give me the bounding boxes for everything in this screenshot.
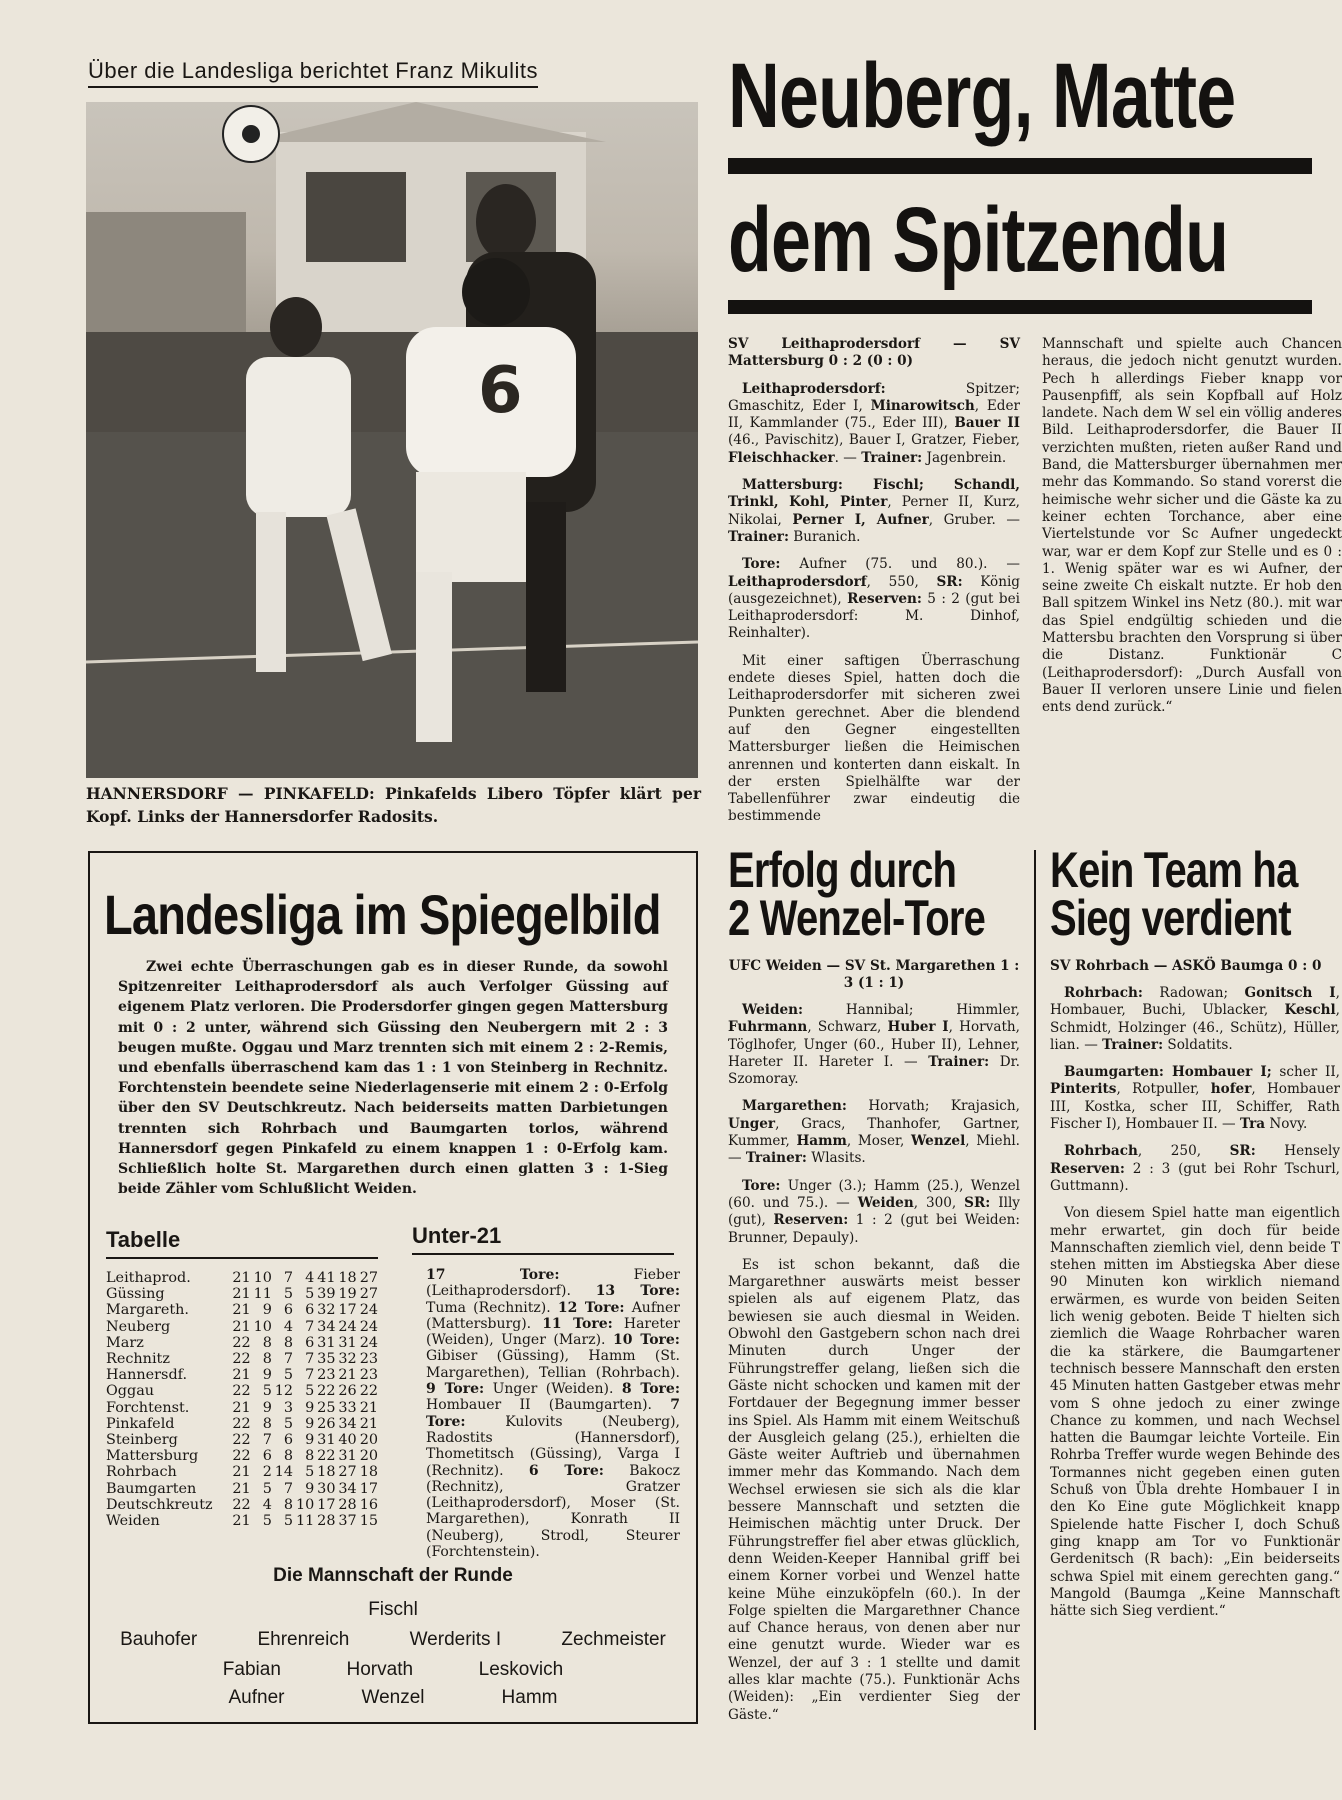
main-lineup-2: Mattersburg: Fischl; Schandl, Trinkl, Kohl, Pinter, Perner II, Kurz, Nikolai, Perner I, Aufner, Gruber. — Trainer: Buranich. bbox=[728, 477, 1020, 545]
table-stat-cell: 22 bbox=[232, 1415, 251, 1432]
shed bbox=[86, 212, 246, 332]
team-goalkeeper-row bbox=[90, 1599, 696, 1621]
player-left-leg-1 bbox=[256, 512, 286, 672]
table-stat-cell: 19 bbox=[338, 1286, 357, 1303]
table-stat-cell: 14 bbox=[274, 1464, 294, 1481]
player-dark-leg bbox=[526, 502, 566, 692]
table-stat-cell: 5 bbox=[283, 1513, 294, 1530]
table-team-cell: Neuberg bbox=[106, 1318, 171, 1335]
team-midfield-player: Horvath bbox=[346, 1659, 414, 1680]
table-stat-cell: 5 bbox=[305, 1286, 315, 1303]
table-stat-cell: 2 bbox=[262, 1464, 272, 1481]
table-stat-cell: 21 bbox=[232, 1513, 251, 1530]
table-stat-cell: 20 bbox=[359, 1448, 378, 1465]
table-stat-cell: 11 bbox=[253, 1286, 272, 1303]
main-headline-line-2: dem Spitzendu bbox=[728, 189, 1229, 291]
table-stat-cell: 31 bbox=[317, 1334, 336, 1351]
weiden-article bbox=[728, 958, 1020, 1734]
table-stat-cell: 24 bbox=[359, 1302, 378, 1319]
table-stat-cell: 7 bbox=[283, 1270, 294, 1286]
table-stat-cell: 35 bbox=[317, 1351, 336, 1368]
table-stat-cell: 22 bbox=[232, 1351, 251, 1368]
crowd bbox=[86, 332, 698, 442]
u21-title: Unter-21 bbox=[412, 1223, 674, 1255]
table-stat-cell: 9 bbox=[262, 1399, 272, 1416]
standings-box bbox=[88, 851, 698, 1724]
table-stat-cell: 7 bbox=[283, 1351, 294, 1368]
table-team-cell: Steinberg bbox=[106, 1432, 178, 1449]
table-stat-cell: 5 bbox=[283, 1367, 294, 1384]
table-team-cell: Pinkafeld bbox=[106, 1415, 175, 1432]
team-of-round-title: Die Mannschaft der Runde bbox=[273, 1565, 513, 1586]
table-row bbox=[106, 1302, 378, 1318]
team-defense-player: Ehrenreich bbox=[257, 1629, 350, 1650]
team-attack-player: Aufner bbox=[228, 1687, 285, 1708]
table-team-cell: Hannersdf. bbox=[106, 1367, 188, 1384]
table-stat-cell: 6 bbox=[305, 1302, 315, 1319]
table-row bbox=[106, 1400, 378, 1416]
table-stat-cell: 23 bbox=[359, 1367, 378, 1384]
box-headline-wrap bbox=[104, 883, 684, 953]
table-stat-cell: 21 bbox=[359, 1415, 378, 1432]
table-stat-cell: 27 bbox=[359, 1286, 378, 1303]
weiden-lineup-2: Margarethen: Horvath; Krajasich, Unger, Gracs, Thanhofer, Gartner, Kummer, Hamm, Moser, Wenzel, Miehl. — Trainer: Wlasits. bbox=[728, 1098, 1020, 1167]
table-stat-cell: 22 bbox=[232, 1448, 251, 1465]
table-stat-cell: 20 bbox=[359, 1432, 378, 1449]
table-stat-cell: 8 bbox=[262, 1415, 272, 1432]
table-stat-cell: 27 bbox=[338, 1464, 357, 1481]
table-stat-cell: 33 bbox=[338, 1399, 357, 1416]
main-headline-line-1-wrap bbox=[728, 45, 1312, 147]
pitch bbox=[86, 432, 698, 778]
table-row bbox=[106, 1335, 378, 1351]
table-row bbox=[106, 1416, 378, 1432]
match-photo bbox=[86, 102, 698, 778]
table-stat-cell: 8 bbox=[262, 1334, 272, 1351]
table-stat-cell: 10 bbox=[253, 1270, 272, 1286]
table-team-cell: Deutschkreutz bbox=[106, 1496, 213, 1513]
shirt-number: 6 bbox=[478, 354, 523, 428]
table-stat-cell: 21 bbox=[232, 1480, 251, 1497]
table-stat-cell: 31 bbox=[338, 1334, 357, 1351]
team-defense-player: Werderits I bbox=[409, 1629, 502, 1650]
table-stat-cell: 32 bbox=[317, 1302, 336, 1319]
weiden-lineup-1: Weiden: Hannibal; Himmler, Fuhrmann, Schwarz, Huber I, Horvath, Töglhofer, Unger (60., Huber II), Lehner, Hareter II. Hareter I. — Trainer: Dr. Szomoray. bbox=[728, 1002, 1020, 1088]
table-stat-cell: 24 bbox=[359, 1318, 378, 1335]
player-six-shorts bbox=[416, 472, 526, 582]
table-team-cell: Güssing bbox=[106, 1286, 165, 1303]
table-stat-cell: 18 bbox=[317, 1464, 336, 1481]
weiden-stats: Tore: Unger (3.); Hamm (25.), Wenzel (60. und 75.). — Weiden, 300, SR: Illy (gut), Reserven: 1 : 2 (gut bei Weiden: Brunner, Depauly). bbox=[728, 1177, 1020, 1246]
table-row bbox=[106, 1497, 378, 1513]
team-attack-player: Wenzel bbox=[361, 1687, 425, 1708]
table-stat-cell: 15 bbox=[359, 1513, 378, 1530]
table-stat-cell: 22 bbox=[359, 1383, 378, 1400]
table-stat-cell: 5 bbox=[305, 1464, 315, 1481]
weiden-headline-2: 2 Wenzel-Tore bbox=[728, 890, 986, 946]
table-stat-cell: 9 bbox=[262, 1367, 272, 1384]
player-left-head bbox=[270, 297, 322, 357]
table-stat-cell: 22 bbox=[232, 1334, 251, 1351]
standings-table bbox=[106, 1270, 378, 1529]
roof bbox=[246, 102, 606, 142]
table-stat-cell: 5 bbox=[262, 1513, 272, 1530]
table-stat-cell: 22 bbox=[232, 1383, 251, 1400]
table-stat-cell: 16 bbox=[359, 1496, 378, 1513]
table-row bbox=[106, 1286, 378, 1302]
table-stat-cell: 22 bbox=[317, 1448, 336, 1465]
table-stat-cell: 22 bbox=[232, 1496, 251, 1513]
table-stat-cell: 11 bbox=[295, 1513, 315, 1530]
table-team-cell: Weiden bbox=[106, 1513, 160, 1530]
table-stat-cell: 5 bbox=[305, 1383, 315, 1400]
rohrbach-lineup-1: Rohrbach: Radowan; Gonitsch I, Hombauer, Buchi, Ublacker, Keschl, Schmidt, Holzinger (46., Schütz), Hüller, lian. — Trainer: Soldatits. bbox=[1050, 985, 1340, 1053]
table-stat-cell: 24 bbox=[338, 1318, 357, 1335]
player-dark-head bbox=[476, 184, 536, 260]
table-stat-cell: 8 bbox=[305, 1448, 315, 1465]
rohrbach-headline-2: Sieg verdient bbox=[1050, 890, 1291, 946]
table-stat-cell: 21 bbox=[232, 1464, 251, 1481]
table-stat-cell: 5 bbox=[283, 1415, 294, 1432]
main-body-1: Mit einer saftigen Überraschung endete dieses Spiel, hatten doch die Leithaprodersdorfer mit sicheren zwei Punkten gerechnet. Aber die blendend auf den Gegner eingestellten Mattersburger ließen die Heimischen anrennen und konterten dann eiskalt. In der ersten Spielhälfte war der Tabellenführer zwar eindeutig die bestimmende bbox=[728, 652, 1020, 825]
table-stat-cell: 7 bbox=[305, 1318, 315, 1335]
table-stat-cell: 22 bbox=[232, 1432, 251, 1449]
table-stat-cell: 21 bbox=[359, 1399, 378, 1416]
table-stat-cell: 41 bbox=[317, 1270, 336, 1286]
table-stat-cell: 7 bbox=[305, 1351, 315, 1368]
box-headline: Landesliga im Spiegelbild bbox=[104, 883, 661, 946]
table-stat-cell: 37 bbox=[338, 1513, 357, 1530]
table-team-cell: Rohrbach bbox=[106, 1464, 177, 1481]
table-team-cell: Baumgarten bbox=[106, 1480, 197, 1497]
table-stat-cell: 9 bbox=[305, 1480, 315, 1497]
table-row bbox=[106, 1270, 378, 1286]
table-stat-cell: 21 bbox=[232, 1367, 251, 1384]
table-stat-cell: 21 bbox=[232, 1286, 251, 1303]
table-stat-cell: 4 bbox=[283, 1318, 294, 1335]
table-stat-cell: 39 bbox=[317, 1286, 336, 1303]
main-body-2: Mannschaft und spielte auch Chancen heraus, die jedoch nicht genutzt wurden. Pech h allerdings Fieber knapp vor Pausenpfiff, als sein Kopfball auf Holz landete. Nach dem W sel ein völlig anderes Bild. Leithaprodersdorfer, die Bauer II verzichten mußten, rieten außer Rand und Band, die Mattersburger übernahmen mer mehr das Kommando. So stand vorerst die heimische wehr sicher und die Gäste ka zu keiner echten Torchance, aber eine Viertelstunde vor Sc Aufner ungedeckt war, war er dem Kopf zur Stelle und es 0 : 1. Wenig später war es wi Aufner, der seine zweite Ch eiskalt nutzte. Er hob den Ball spitzem Winkel ins Netz (80.). mit war das Spiel endgültig schieden und die Mattersbu brachten den Vorsprung si über die Distanz. Funktionär C (Leithaprodersdorf): „Durch Ausfall von Bauer II verloren unsere Linie und fielen ents dend zurück.“ bbox=[1042, 336, 1342, 716]
table-stat-cell: 9 bbox=[305, 1415, 315, 1432]
table-row bbox=[106, 1367, 378, 1383]
table-stat-cell: 9 bbox=[305, 1432, 315, 1449]
table-stat-cell: 6 bbox=[283, 1302, 294, 1319]
table-stat-cell: 26 bbox=[317, 1415, 336, 1432]
weiden-match-result: UFC Weiden — SV St. Margarethen 1 : 3 (1 : 1) bbox=[728, 958, 1020, 991]
table-stat-cell: 5 bbox=[262, 1480, 272, 1497]
table-stat-cell: 31 bbox=[317, 1432, 336, 1449]
section-kicker: Über die Landesliga berichtet Franz Mikulits bbox=[88, 58, 538, 88]
box-intro: Zwei echte Überraschungen gab es in dieser Runde, da sowohl Spitzenreiter Leithaprodersdorf als auch Verfolger Güssing auf eigenem Platz verloren. Die Prodersdorfer gingen gegen Mattersburg mit 0 : 2 unter, während sich Güssing den Neubergern mit 2 : 3 beugen mußte. Oggau und Marz trennten sich mit einem 2 : 2-Remis, und ebenfalls überraschend kam das 1 : 1 von Steinberg in Rechnitz. Forchtenstein beendete seine Niederlagenserie mit einem 2 : 0-Erfolg über den SV Deutschkreutz. Nach beiderseits matten Darbietungen trennten sich Rohrbach und Baumgarten torlos, während Hannersdorf gegen Pinkafeld zu einem knappen 1 : 0-Erfolg kam. Schließlich holte St. Margarethen durch einen glatten 3 : 1-Sieg beide Zähler vom Schlußlicht Weiden. bbox=[118, 959, 668, 1198]
table-row bbox=[106, 1464, 378, 1480]
table-stat-cell: 8 bbox=[283, 1496, 294, 1513]
table-stat-cell: 23 bbox=[317, 1367, 336, 1384]
headline-rule-1 bbox=[728, 158, 1312, 174]
table-team-cell: Forchtenst. bbox=[106, 1399, 190, 1416]
rohrbach-headline-1: Kein Team ha bbox=[1050, 842, 1298, 898]
table-stat-cell: 22 bbox=[317, 1383, 336, 1400]
table-stat-cell: 9 bbox=[305, 1399, 315, 1416]
table-team-cell: Leithaprod. bbox=[106, 1270, 191, 1286]
team-goalkeeper: Fischl bbox=[368, 1599, 418, 1620]
main-lineup-1: Leithaprodersdorf: Spitzer; Gmaschitz, Eder I, Minarowitsch, Eder II, Kammlander (75., Eder III), Bauer II (46., Pavischitz), Bauer I, Gratzer, Fieber, Fleischhacker. — Trainer: Jagenbrein. bbox=[728, 380, 1020, 466]
table-stat-cell: 4 bbox=[262, 1496, 272, 1513]
main-headline-line-1: Neuberg, Matte bbox=[728, 45, 1236, 147]
rohrbach-match-result: SV Rohrbach — ASKÖ Baumga 0 : 0 bbox=[1050, 958, 1322, 974]
table-stat-cell: 6 bbox=[283, 1432, 294, 1449]
table-stat-cell: 24 bbox=[359, 1334, 378, 1351]
table-stat-cell: 34 bbox=[338, 1415, 357, 1432]
table-stat-cell: 34 bbox=[317, 1318, 336, 1335]
table-stat-cell: 5 bbox=[283, 1286, 294, 1303]
team-midfield-row bbox=[190, 1659, 596, 1681]
rohrbach-headline-wrap bbox=[1050, 842, 1312, 946]
table-stat-cell: 7 bbox=[262, 1432, 272, 1449]
table-stat-cell: 8 bbox=[283, 1448, 294, 1465]
window-left bbox=[306, 172, 406, 262]
weiden-headline-1: Erfolg durch bbox=[728, 842, 957, 898]
u21-scorers: 17 Tore: Fieber (Leithaprodersdorf). 13 Tore: Tuma (Rechnitz). 12 Tore: Aufner (Mattersburg). 11 Tore: Hareter (Weiden), Unger (Marz). 10 Tore: Gibiser (Güssing), Hamm (St. Margarethen), Tellian (Rohrbach). 9 Tore: Unger (Weiden). 8 Tore: Hombauer II (Baumgarten). 7 Tore: Kulovits (Neuberg), Radostits (Hannersdorf), Thometitsch (Güssing), Varga I (Rechnitz). 6 Tore: Bakocz (Rechnitz), Gratzer (Leithaprodersdorf), Moser (St. Margarethen), Konrath II (Neuberg), Strodl, Steurer (Forchtenstein). bbox=[426, 1267, 681, 1561]
table-stat-cell: 10 bbox=[295, 1496, 315, 1513]
table-stat-cell: 17 bbox=[317, 1496, 336, 1513]
main-article-col-2 bbox=[1042, 336, 1342, 846]
table-stat-cell: 31 bbox=[338, 1448, 357, 1465]
table-stat-cell: 21 bbox=[232, 1399, 251, 1416]
photo-illustration bbox=[86, 102, 698, 778]
table-stat-cell: 23 bbox=[359, 1351, 378, 1368]
table-row bbox=[106, 1481, 378, 1497]
rohrbach-body: Von diesem Spiel hatte man eigentlich mehr erwartet, gin doch für beide Mannschaften ziemlich viel, denn beide T stehen mitten im Abstiegska Aber diese 90 Minuten kon wirklich niemand erwärmen, es wurde von beiden Seiten lich wenig geboten. Beide T hielten sich ziemlich die Waage Rohrbacher waren die ka stärkere, die Baumgartener technisch bessere Mannschaft den ersten 45 Minuten hatten Gastgeber etwas mehr vom S ohne jedoch zu einer zwinge Chance zu kommen, und nach Wechsel hatten die Baumgar leichte Vorteile. Ein Rohrba Treffer wurde wegen Behinde des Tormannes nicht gegeben einen guten Schuß von Übla drehte Hombauer I in den Ko Eine gute Möglichkeit knapp Spielende hatte Fischer I, doch Schuß ging knapp am Tor vo Funktionär Gerdenitsch (R bach): „Ein beiderseits schwa Spiel mit einem gerechten gang.“ Mangold (Baumga „Keine Mannschaft hätte sich Sieg verdient.“ bbox=[1050, 1205, 1340, 1620]
team-defense-row bbox=[90, 1629, 696, 1651]
table-row bbox=[106, 1319, 378, 1335]
table-stat-cell: 12 bbox=[274, 1383, 294, 1400]
table-stat-cell: 6 bbox=[305, 1334, 315, 1351]
table-row bbox=[106, 1383, 378, 1399]
table-team-cell: Mattersburg bbox=[106, 1448, 199, 1465]
table-stat-cell: 17 bbox=[359, 1480, 378, 1497]
table-stat-cell: 40 bbox=[338, 1432, 357, 1449]
table-team-cell: Marz bbox=[106, 1334, 144, 1351]
main-headline-line-2-wrap bbox=[728, 189, 1312, 291]
table-stat-cell: 10 bbox=[253, 1318, 272, 1335]
table-title: Tabelle bbox=[106, 1227, 378, 1259]
table-stat-cell: 34 bbox=[338, 1480, 357, 1497]
player-six-head bbox=[462, 258, 530, 326]
main-article-col-1 bbox=[728, 336, 1020, 836]
table-stat-cell: 25 bbox=[317, 1399, 336, 1416]
column-divider bbox=[1034, 850, 1036, 1730]
team-attack-row bbox=[190, 1687, 596, 1709]
table-stat-cell: 28 bbox=[317, 1513, 336, 1530]
table-stat-cell: 21 bbox=[232, 1302, 251, 1319]
table-team-cell: Rechnitz bbox=[106, 1351, 170, 1368]
table-stat-cell: 18 bbox=[338, 1270, 357, 1286]
standings-body bbox=[106, 1270, 378, 1529]
table-stat-cell: 5 bbox=[262, 1383, 272, 1400]
weiden-body: Es ist schon bekannt, daß die Margarethner auswärts meist besser spielen als auf eigenem Platz, das bewiesen sie auch diesmal in Weiden. Obwohl den Gastgebern schon nach drei Minuten durch Unger der Führungstreffer gelang, ließen sich die Gäste nicht schocken und kamen mit der Fortdauer der Begegnung immer besser ins Spiel. Als Hamm mit einem Weitschuß der Ausgleich gelang (25.), erhielten die Gäste weiter Auftrieb und übernahmen immer mehr das Kommando. Nach dem Wechsel erwiesen sie sich als die klar bessere Mannschaft und setzten die Heimischen mächtig unter Druck. Der Führungstreffer fiel aber etwas glücklich, denn Weiden-Keeper Hannibal griff bei einem Korner vorbei und Wenzel hatte keine Mühe einzuköpfeln (60.). In der Folge spielten die Margarethner Chance auf Chance heraus, von denen aber nur eine genutzt wurde. Wieder war es Wenzel, der auf 3 : 1 stellte und damit alles klar machte (75.). Funktionär Achs (Weiden): „Ein verdienter Sieg der Gäste.“ bbox=[728, 1256, 1020, 1723]
table-stat-cell: 17 bbox=[338, 1302, 357, 1319]
table-stat-cell: 7 bbox=[283, 1480, 294, 1497]
table-stat-cell: 21 bbox=[232, 1270, 251, 1286]
team-attack-player: Hamm bbox=[501, 1687, 558, 1708]
table-team-cell: Oggau bbox=[106, 1383, 155, 1400]
team-midfield-player: Leskovich bbox=[478, 1659, 564, 1680]
rohrbach-article bbox=[1050, 958, 1341, 1738]
table-row bbox=[106, 1432, 378, 1448]
table-stat-cell: 7 bbox=[305, 1367, 315, 1384]
rohrbach-lineup-2: Baumgarten: Hombauer I; scher II, Pinterits, Rotpuller, hofer, Hombauer III, Kostka, scher III, Schiffer, Rath Fischer I), Hombauer II. — Tra Novy. bbox=[1050, 1064, 1341, 1133]
table-team-cell: Margareth. bbox=[106, 1302, 190, 1319]
player-left-shirt bbox=[246, 357, 351, 517]
player-six-leg bbox=[416, 572, 452, 742]
table-stat-cell: 28 bbox=[338, 1496, 357, 1513]
table-stat-cell: 18 bbox=[359, 1464, 378, 1481]
table-stat-cell: 26 bbox=[338, 1383, 357, 1400]
table-stat-cell: 9 bbox=[262, 1302, 272, 1319]
photo-caption: HANNERSDORF — PINKAFELD: Pinkafelds Libero Töpfer klärt per Kopf. Links der Hannersdorfer Radosits. bbox=[86, 784, 701, 826]
ball-patch bbox=[242, 125, 260, 143]
headline-rule-2 bbox=[728, 300, 1312, 314]
table-stat-cell: 30 bbox=[317, 1480, 336, 1497]
table-stat-cell: 32 bbox=[338, 1351, 357, 1368]
team-defense-player: Bauhofer bbox=[120, 1629, 198, 1650]
table-stat-cell: 3 bbox=[283, 1399, 294, 1416]
table-stat-cell: 6 bbox=[262, 1448, 272, 1465]
rohrbach-stats: Rohrbach, 250, SR: Hensely Reserven: 2 : 3 (gut bei Rohr Tschurl, Guttmann). bbox=[1050, 1143, 1340, 1194]
table-stat-cell: 8 bbox=[283, 1334, 294, 1351]
table-stat-cell: 4 bbox=[305, 1270, 315, 1286]
main-stats: Tore: Aufner (75. und 80.). — Leithaprodersdorf, 550, SR: König (ausgezeichnet), Reserven: 5 : 2 (gut bei Leithaprodersdorf: M. Dinhof, Reinhalter). bbox=[728, 556, 1021, 642]
table-stat-cell: 27 bbox=[359, 1270, 378, 1286]
team-midfield-player: Fabian bbox=[222, 1659, 281, 1680]
table-row bbox=[106, 1448, 378, 1464]
team-defense-player: Zechmeister bbox=[561, 1629, 666, 1650]
table-stat-cell: 8 bbox=[262, 1351, 272, 1368]
table-row bbox=[106, 1351, 378, 1367]
weiden-headline-wrap bbox=[728, 842, 1018, 946]
table-stat-cell: 21 bbox=[338, 1367, 357, 1384]
table-stat-cell: 21 bbox=[232, 1318, 251, 1335]
table-row bbox=[106, 1513, 378, 1529]
main-match-result: SV Leithaprodersdorf — SV Mattersburg 0 : 2 (0 : 0) bbox=[728, 336, 1020, 370]
